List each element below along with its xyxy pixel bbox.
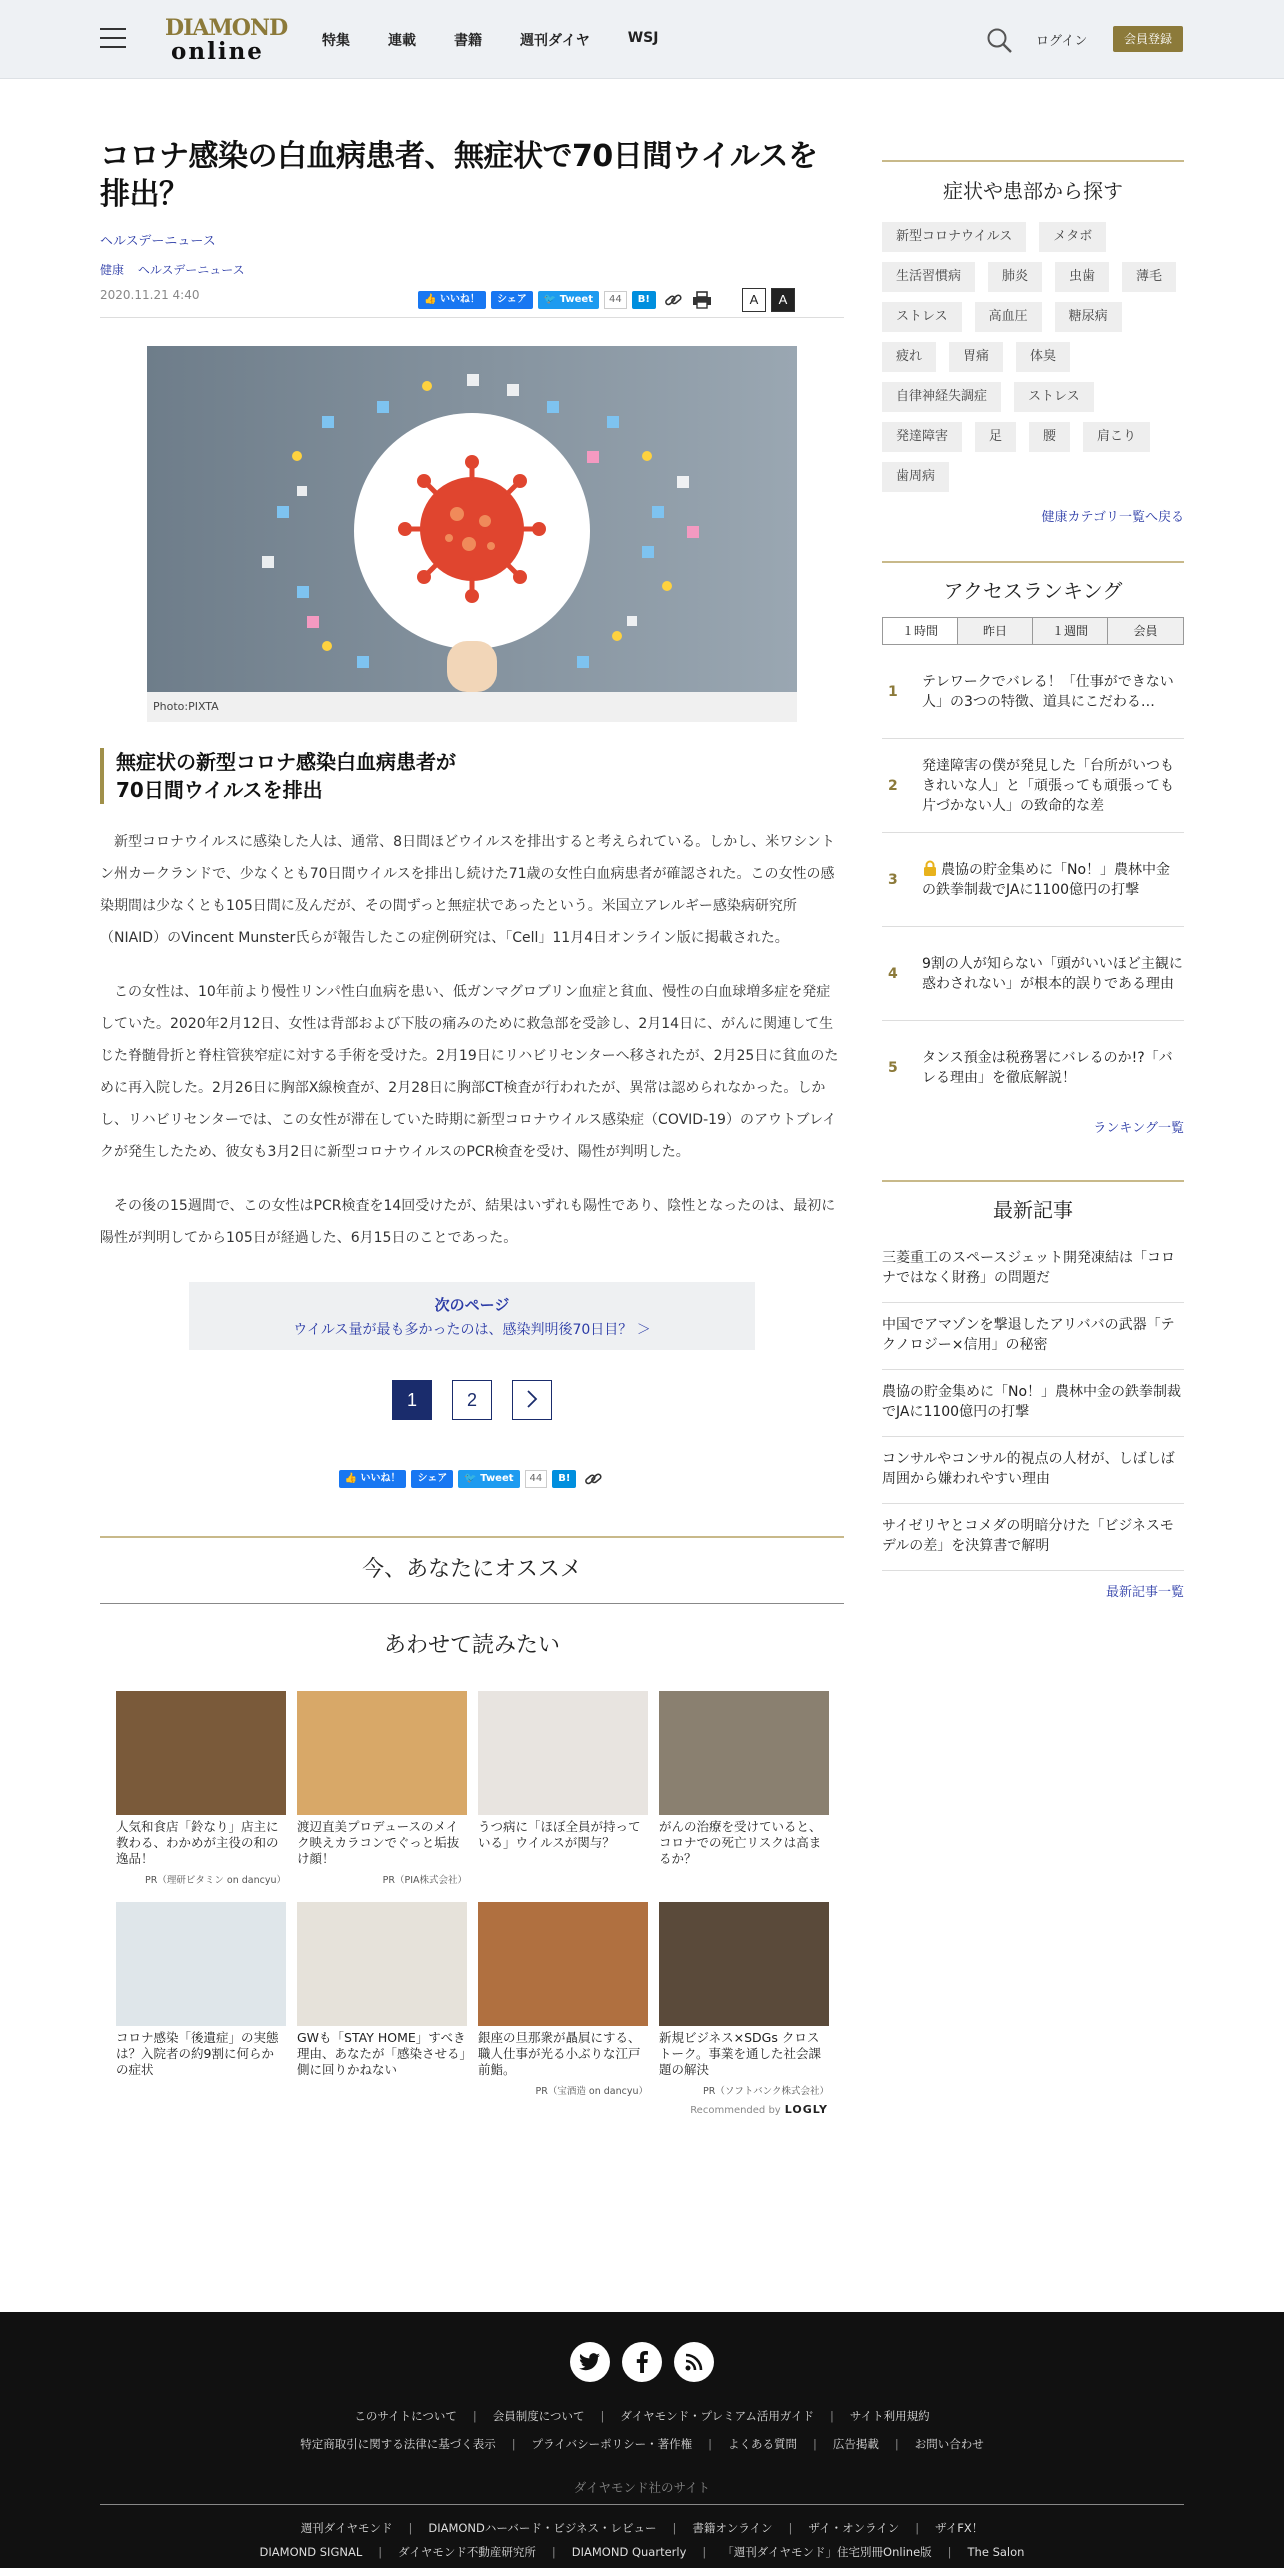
nav-item-books[interactable]: 書籍 bbox=[454, 33, 482, 49]
ranking-tab-members[interactable]: 会員 bbox=[1108, 618, 1183, 644]
tweet-button[interactable]: 🐦 Tweet bbox=[458, 1470, 519, 1488]
tweet-button[interactable]: 🐦 Tweet bbox=[538, 291, 599, 309]
like-label: いいね！ bbox=[439, 294, 480, 305]
global-nav bbox=[322, 30, 696, 50]
share-bar-bottom bbox=[100, 1468, 844, 1490]
recommend-card[interactable] bbox=[297, 1691, 467, 1886]
symptom-tag[interactable]: 自律神経失調症 bbox=[882, 382, 1001, 412]
latest-list-link[interactable]: 最新記事一覧 bbox=[1105, 1585, 1184, 1600]
footer-separator: | bbox=[408, 2521, 413, 2535]
link-copy-icon[interactable] bbox=[661, 289, 685, 311]
symptom-tag-list bbox=[882, 222, 1184, 492]
next-page-label: 次のページ bbox=[434, 1296, 510, 1314]
symptom-tag[interactable]: 高血圧 bbox=[975, 302, 1042, 332]
ranking-number: 2 bbox=[888, 777, 898, 794]
share-bar bbox=[418, 288, 795, 312]
symptom-search-title: 症状や患部から探す bbox=[882, 160, 1184, 218]
group-site-link[interactable]: 「週刊ダイヤモンド」住宅別冊Online版 bbox=[722, 2545, 932, 2559]
ranking-title-text: 9割の人が知らない「頭がいいほど主観に惑わされない」が根本的誤りである理由 bbox=[922, 955, 1183, 992]
group-site-link[interactable]: 週刊ダイヤモンド bbox=[300, 2521, 393, 2535]
nav-item-features[interactable]: 特集 bbox=[322, 33, 350, 49]
latest-article-link[interactable]: 中国でアマゾンを撃退したアリババの武器「テクノロジー×信用」の秘密 bbox=[882, 1303, 1184, 1370]
subheading-line1: 無症状の新型コロナ感染白血病患者が bbox=[116, 750, 456, 774]
facebook-like-button[interactable]: 👍 いいね！ bbox=[339, 1470, 407, 1488]
recommend-card[interactable] bbox=[116, 1691, 286, 1886]
group-site-link[interactable]: DIAMOND Quarterly bbox=[571, 2545, 687, 2559]
symptom-tag[interactable]: 胃痛 bbox=[949, 342, 1003, 372]
ranking-item[interactable] bbox=[882, 833, 1184, 927]
rss-icon[interactable] bbox=[674, 2342, 714, 2382]
article-meta bbox=[100, 284, 844, 318]
latest-article-link[interactable]: サイゼリヤとコメダの明暗分けた「ビジネスモデルの差」を決算書で解明 bbox=[882, 1504, 1184, 1571]
latest-article-link[interactable]: 三菱重工のスペースジェット開発凍結は「コロナではなく財務」の問題だ bbox=[882, 1236, 1184, 1303]
recommend-card[interactable] bbox=[478, 1691, 648, 1886]
card-title: うつ病に「ほぼ全員が持っている」ウイルスが関与？ bbox=[478, 1819, 641, 1850]
article-main bbox=[100, 138, 844, 2116]
footer-link[interactable]: 会員制度について bbox=[492, 2409, 585, 2423]
tweet-label: Tweet bbox=[480, 1473, 514, 1484]
latest-article-link[interactable]: コンサルやコンサル的視点の人材が、しばしば周囲から嫌われやすい理由 bbox=[882, 1437, 1184, 1504]
group-site-link[interactable]: DIAMONDハーバード・ビジネス・レビュー bbox=[428, 2521, 657, 2535]
category-link-health[interactable]: 健康 bbox=[100, 263, 125, 277]
ranking-number: 3 bbox=[888, 871, 898, 888]
latest-article-link[interactable]: 農協の貯金集めに「No！」農林中金の鉄拳制裁でJAに1100億円の打撃 bbox=[882, 1370, 1184, 1437]
card-title: 人気和食店「鈴なり」店主に教わる、わかめが主役の和の逸品！ bbox=[116, 1819, 279, 1866]
card-title: 渡辺直美プロデュースのメイク映えカラコンでぐっと垢抜け顔！ bbox=[297, 1819, 460, 1866]
subheading-line2: 70日間ウイルスを排出 bbox=[116, 778, 323, 802]
card-title: コロナ感染「後遺症」の実態は？入院者の約9割に何らかの症状 bbox=[116, 2030, 279, 2077]
footer-separator: | bbox=[708, 2437, 712, 2451]
group-sites-row1 bbox=[0, 2520, 1284, 2536]
photo-caption: Photo:PIXTA bbox=[147, 692, 797, 722]
group-site-link[interactable]: ダイヤモンド不動産研究所 bbox=[398, 2545, 536, 2559]
like-label: いいね！ bbox=[360, 1473, 401, 1484]
logo-text-top: DIAMOND bbox=[165, 15, 288, 41]
recommended-by-label: Recommended by bbox=[690, 2105, 781, 2116]
footer-link[interactable]: 広告掲載 bbox=[832, 2437, 879, 2451]
tweet-label: Tweet bbox=[559, 294, 593, 305]
recommend-card[interactable] bbox=[478, 1902, 648, 2097]
share-count: 44 bbox=[604, 291, 627, 309]
symptom-tag[interactable]: ストレス bbox=[1014, 382, 1094, 412]
share-count: 44 bbox=[525, 1470, 548, 1488]
next-page-box[interactable] bbox=[189, 1282, 755, 1350]
recommend-card[interactable] bbox=[297, 1902, 467, 2097]
nav-item-series[interactable]: 連載 bbox=[388, 33, 416, 49]
facebook-like-button[interactable]: 👍 いいね！ bbox=[418, 291, 486, 309]
ranking-item[interactable] bbox=[882, 1021, 1184, 1115]
card-image bbox=[116, 1902, 286, 2026]
category-link-healthday[interactable]: ヘルスデーニュース bbox=[137, 263, 245, 277]
article-title: コロナ感染の白血病患者、無症状で70日間ウイルスを排出？ bbox=[100, 139, 818, 212]
card-image bbox=[478, 1691, 648, 1815]
symptom-tag[interactable]: 足 bbox=[975, 422, 1016, 452]
footer-link[interactable]: ダイヤモンド・プレミアム活用ガイド bbox=[620, 2409, 815, 2423]
card-image bbox=[659, 1902, 829, 2026]
recommend-grid bbox=[116, 1691, 828, 2097]
footer-separator: | bbox=[702, 2545, 707, 2559]
ranking-title-text: 発達障害の僕が発見した「台所がいつもきれいな人」と「頑張っても頑張っても片づかない人」の致命的な差 bbox=[922, 757, 1174, 814]
card-title: がんの治療を受けていると、コロナでの死亡リスクは高まるか？ bbox=[659, 1819, 822, 1866]
ranking-title-text: タンス預金は税務署にバレるのか!?「バレる理由」を徹底解説！ bbox=[922, 1050, 1173, 1086]
logo-text-bottom: online bbox=[171, 38, 264, 65]
site-header bbox=[0, 0, 1284, 79]
footer-separator: | bbox=[894, 2437, 899, 2451]
footer-separator: | bbox=[551, 2545, 556, 2559]
pagination bbox=[100, 1380, 844, 1420]
logly-credit[interactable] bbox=[116, 2103, 828, 2116]
register-button[interactable]: 会員登録 bbox=[1113, 26, 1183, 52]
hatena-bookmark-button[interactable]: B! bbox=[552, 1470, 576, 1488]
category-list bbox=[100, 261, 844, 278]
group-sites-row2 bbox=[0, 2544, 1284, 2560]
symptom-tag[interactable]: 腰 bbox=[1029, 422, 1070, 452]
ranking-item[interactable] bbox=[882, 739, 1184, 833]
logly-logo: LOGLY bbox=[784, 2103, 828, 2116]
footer-separator: | bbox=[472, 2409, 477, 2423]
article-photo bbox=[147, 346, 797, 692]
group-site-link[interactable]: 書籍オンライン bbox=[692, 2521, 773, 2535]
footer-divider bbox=[100, 2504, 1184, 2505]
footer-links-row2 bbox=[0, 2436, 1284, 2452]
ranking-item[interactable] bbox=[882, 645, 1184, 739]
lock-icon bbox=[922, 860, 938, 876]
recommend-card[interactable] bbox=[659, 1902, 829, 2097]
card-title: 銀座の旦那衆が贔屓にする、職人仕事が光る小ぶりな江戸前鮨。 bbox=[478, 2030, 641, 2077]
next-page-title: ウイルス量が最も多かったのは、感染判明後70日目？ ＞ bbox=[293, 1322, 651, 1338]
font-size-large-button[interactable]: A bbox=[771, 288, 795, 312]
symptom-tag[interactable]: 虫歯 bbox=[1055, 262, 1109, 292]
footer-link[interactable]: サイト利用規約 bbox=[849, 2409, 930, 2423]
footer-separator: | bbox=[672, 2521, 677, 2535]
recommend-heading: 今、あなたにオススメ bbox=[100, 1536, 844, 1604]
font-size-small-button[interactable]: A bbox=[742, 288, 766, 312]
group-site-link[interactable]: DIAMOND SIGNAL bbox=[259, 2545, 363, 2559]
card-title: GWも「STAY HOME」すべき理由、あなたが「感染させる」側に回りかねない bbox=[297, 2030, 466, 2077]
ranking-tabs bbox=[882, 617, 1184, 645]
group-site-link[interactable]: ザイ・オンライン bbox=[808, 2521, 900, 2535]
footer-link[interactable]: このサイトについて bbox=[354, 2409, 457, 2423]
card-pr: PR（理研ビタミン on dancyu） bbox=[145, 1875, 286, 1886]
footer-separator: | bbox=[511, 2437, 516, 2451]
article-source-link[interactable]: ヘルスデーニュース bbox=[100, 234, 216, 249]
link-copy-icon[interactable] bbox=[581, 1468, 605, 1490]
symptom-tag[interactable]: 疲れ bbox=[882, 342, 936, 372]
footer-separator: | bbox=[600, 2409, 605, 2423]
card-image bbox=[297, 1691, 467, 1815]
footer-separator: | bbox=[915, 2521, 920, 2535]
menu-icon[interactable] bbox=[100, 28, 126, 50]
login-link[interactable]: ログイン bbox=[1036, 34, 1088, 49]
article-paragraph: 新型コロナウイルスに感染した人は、通常、8日間ほどウイルスを排出すると考えられている。しかし、米ワシントン州カークランドで、少なくとも70日間ウイルスを排出し続けた71歳の女性白血病患者が確認された。この女性の感染期間は少なくとも105日間に及んだが、その間ずっと無症状であったという。米国立アレルギー感染病研究所（NIAID）のVincent Munster氏らが報告したこの症例研究は、「Cell」11月4日オンライン版に掲載された。 bbox=[100, 834, 835, 946]
social-links bbox=[570, 2342, 714, 2382]
symptom-tag[interactable]: 新型コロナウイルス bbox=[882, 222, 1026, 252]
article-paragraph: この女性は、10年前より慢性リンパ性白血病を患い、低ガンマグロブリン血症と貧血、慢性の白血球増多症を発症していた。2020年2月12日、女性は背部および下肢の痛みのために救急部を受診し、2月14日に、がんに関連して生じた脊髄骨折と脊柱管狭窄症に対する手術を受けた。2月19日にリハビリセンターへ移されたが、2月25日に貧血のために再入院した。2月26日に胸部X線検査が、2月28日に胸部CT検査が行われたが、異常は認められなかった。しかし、リハビリセンターでは、この女性が滞在していた時期に新型コロナウイルス感染症（COVID-19）のアウトブレイクが発生したため、彼女も3月2日に新型コロナウイルスのPCR検査を受け、陽性が判明した。 bbox=[100, 984, 839, 1160]
print-icon[interactable] bbox=[690, 289, 714, 311]
ranking-item[interactable] bbox=[882, 927, 1184, 1021]
card-image bbox=[659, 1691, 829, 1815]
search-icon[interactable] bbox=[985, 26, 1013, 54]
virus-illustration bbox=[147, 346, 797, 692]
symptom-tag[interactable]: 発達障害 bbox=[882, 422, 962, 452]
article-subheading bbox=[100, 748, 844, 804]
footer-links-row1 bbox=[0, 2408, 1284, 2424]
ranking-tab-week[interactable]: １週間 bbox=[1033, 618, 1108, 644]
recommend-card[interactable] bbox=[116, 1902, 286, 2097]
page-1-button[interactable]: 1 bbox=[392, 1380, 432, 1420]
footer-separator: | bbox=[830, 2409, 834, 2423]
chevron-right-icon bbox=[525, 1389, 539, 1409]
ranking-number: 5 bbox=[888, 1060, 898, 1076]
site-footer bbox=[0, 2312, 1284, 2568]
symptom-tag[interactable]: メタボ bbox=[1039, 222, 1106, 252]
page-2-button[interactable]: 2 bbox=[452, 1380, 492, 1420]
nav-item-wsj[interactable]: WSJ bbox=[627, 30, 659, 46]
symptom-tag[interactable]: 糖尿病 bbox=[1055, 302, 1122, 332]
facebook-share-button[interactable]: シェア bbox=[411, 1470, 453, 1488]
footer-separator: | bbox=[788, 2521, 793, 2535]
symptom-tag[interactable]: 肩こり bbox=[1083, 422, 1150, 452]
ranking-number: 4 bbox=[888, 965, 898, 982]
card-image bbox=[297, 1902, 467, 2026]
card-image bbox=[478, 1902, 648, 2026]
next-page-button[interactable] bbox=[512, 1380, 552, 1420]
hatena-bookmark-button[interactable]: B! bbox=[632, 291, 656, 309]
card-image bbox=[116, 1691, 286, 1815]
group-site-link[interactable]: ザイFX！ bbox=[935, 2521, 984, 2535]
read-more-heading: あわせて読みたい bbox=[383, 1633, 560, 1658]
article-date: 2020.11.21 4:40 bbox=[100, 288, 200, 302]
twitter-icon[interactable] bbox=[570, 2342, 610, 2382]
ranking-title-text: 農協の貯金集めに「No！」農林中金の鉄拳制裁でJAに1100億円の打撃 bbox=[922, 861, 1171, 898]
facebook-share-button[interactable]: シェア bbox=[491, 291, 533, 309]
symptom-tag[interactable]: 体臭 bbox=[1016, 342, 1070, 372]
card-pr: PR（PIA株式会社） bbox=[382, 1875, 467, 1886]
health-category-link[interactable]: 健康カテゴリ一覧へ戻る bbox=[1041, 510, 1184, 525]
group-site-link[interactable]: The Salon bbox=[967, 2545, 1025, 2559]
footer-link[interactable]: よくある質問 bbox=[727, 2437, 797, 2451]
footer-separator: | bbox=[812, 2437, 817, 2451]
symptom-tag[interactable]: 肺炎 bbox=[988, 262, 1042, 292]
recommend-card[interactable] bbox=[659, 1691, 829, 1886]
footer-separator: | bbox=[378, 2545, 383, 2559]
symptom-tag[interactable]: 歯周病 bbox=[882, 462, 949, 492]
footer-link[interactable]: 特定商取引に関する法律に基づく表示 bbox=[300, 2437, 496, 2451]
symptom-tag[interactable]: 薄毛 bbox=[1122, 262, 1176, 292]
group-sites-title: ダイヤモンド社のサイト bbox=[573, 2480, 711, 2495]
symptom-tag[interactable]: 生活習慣病 bbox=[882, 262, 975, 292]
ranking-tab-hour[interactable]: １時間 bbox=[883, 618, 958, 644]
latest-articles-title: 最新記事 bbox=[882, 1180, 1184, 1236]
ranking-list-link[interactable]: ランキング一覧 bbox=[1093, 1121, 1184, 1136]
footer-link[interactable]: プライバシーポリシー・著作権 bbox=[531, 2437, 693, 2451]
sidebar bbox=[882, 160, 1184, 1600]
symptom-tag[interactable]: ストレス bbox=[882, 302, 962, 332]
nav-item-weekly[interactable]: 週刊ダイヤ bbox=[520, 33, 590, 49]
article-figure bbox=[147, 346, 797, 722]
facebook-icon[interactable] bbox=[622, 2342, 662, 2382]
ranking-title-text: テレワークでバレる！「仕事ができない人」の3つの特徴、道具にこだわる… bbox=[922, 673, 1174, 710]
ranking-tab-yesterday[interactable]: 昨日 bbox=[958, 618, 1033, 644]
card-pr: PR（宝酒造 on dancyu） bbox=[535, 2086, 648, 2097]
site-logo[interactable] bbox=[165, 15, 288, 65]
footer-separator: | bbox=[947, 2545, 952, 2559]
card-title: 新規ビジネス×SDGs クロストーク。事業を通した社会課題の解決 bbox=[659, 2030, 822, 2077]
article-paragraph: その後の15週間で、この女性はPCR検査を14回受けたが、結果はいずれも陽性であり、陰性となったのは、最初に陽性が判明してから105日が経過した、6月15日のことであった。 bbox=[100, 1198, 836, 1246]
footer-link[interactable]: お問い合わせ bbox=[914, 2437, 984, 2451]
card-pr: PR（ソフトバンク株式会社） bbox=[703, 2086, 829, 2097]
ranking-title: アクセスランキング bbox=[882, 561, 1184, 617]
ranking-number: 1 bbox=[888, 683, 898, 700]
